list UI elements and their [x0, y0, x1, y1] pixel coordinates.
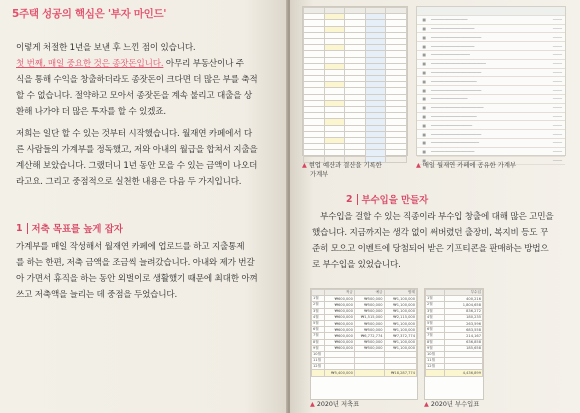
income-row: 10월 — [426, 351, 483, 357]
caption-budget: ▲ 현업 예산과 결산을 기록한 가계부 — [302, 162, 382, 178]
savings-row: 1월 ₩600,000 ₩500,000 ₩1,100,000 — [313, 296, 415, 301]
highlighted-text: 첫 번째, 매일 중요한 것은 종잣돈입니다. — [16, 59, 164, 69]
section-number: 1 — [16, 222, 23, 234]
paragraph-4 — [312, 209, 574, 273]
income-row: 7월 214,167 — [427, 333, 481, 338]
section-divider — [27, 223, 28, 234]
savings-row: 3월 ₩600,000 ₩500,000 ₩1,100,000 — [313, 308, 415, 314]
income-row: 8월 636,858 — [427, 339, 481, 345]
caption-triangle-icon: ▲ — [416, 162, 421, 169]
income-row: 6월 683,558 — [427, 327, 481, 332]
para3-line4: 쓰고 저축액을 늘리는 데 중점을 두었습니다. — [16, 290, 178, 300]
para3-line3: 아 가면서 휴직을 하는 동안 외벌이로 생활했기 때문에 최대한 아껴 — [16, 274, 258, 284]
chapter-title: 5주택 성공의 핵심은 '부자 마인드' — [12, 8, 167, 20]
income-row: 5월 263,596 — [427, 321, 481, 326]
caption-triangle-icon: ▲ — [310, 401, 315, 408]
para2-line2: 른 사람들의 가계부를 정독했고, 저와 아내의 월급을 합쳐서 지출을 — [16, 145, 258, 155]
para2-line4: 라고요. 그리고 중점적으로 실천한 내용은 다음 두 가지입니다. — [16, 177, 242, 187]
para1-line3: 식을 통해 수익을 창출하더라도 종잣돈이 크다면 더 많은 부를 축적 — [16, 75, 258, 85]
income-table-image: 부수입 1월 400,216 2월 1,804,658 3월 836,272 4월 180,235 5월 263,596 6월 683,558 7월 214,167 8월 636,858 9월 185,658 10월 11월 12월 4,436,899 — [424, 288, 484, 400]
section-title: 부수입을 만들자 — [361, 195, 429, 206]
paragraph-1 — [16, 40, 286, 120]
section-number: 2 — [346, 193, 353, 205]
savings-table-image: 적금 예금 합계 1월 ₩600,000 ₩500,000 ₩1,100,000 2월 ₩600,000 ₩500,000 ₩1,100,000 3월 ₩600,000 ₩500,000 ₩1,100,000 4월 ₩600,000 ₩1,515,000 ₩2,115,000 5월 ₩600,000 ₩500,000 ₩1,100,000 6월 ₩600,000 ₩500,000 ₩1,100,000 7월 ₩600,000 ₩6,772,774 ₩7,372,774 8월 ₩600,000 ₩500,000 ₩1,100,000 9월 ₩600,000 ₩500,000 ₩1,100,000 10월 11월 12월 ₩5,400,000 ₩18,287,774 — [310, 288, 418, 400]
savings-row: 11월 — [312, 358, 417, 364]
income-row: 4월 180,235 — [427, 314, 481, 320]
para3-line2: 를 하는 한편, 저축 금액을 조금씩 늘려갔습니다. 아내와 제가 번갈 — [16, 258, 255, 268]
income-row: 11월 — [426, 358, 483, 364]
savings-row: 5월 ₩600,000 ₩500,000 ₩1,100,000 — [313, 321, 415, 326]
cafe-board-image: ■ ──────────────── ──── ■ ─────────────────── ──── ■ ────────────────────── ──── ■ ─────────────────── ──── ■ ───────────────── ──── ■ ──────────────────────── ──── ■ ────────────────────── ──── ■ ──────────────────── ──── ■ ────────────────────── ──── ■ ──────────────── ──── ■ ─────────────────────── ──── ■ ──────────────────── ──── ■ ────────────────── ──── ■ ────────────────────── ──── ■ ───────────────────── ──── ■ ─────────────────── ──── ■ ────────────────────── ──── — [416, 6, 566, 156]
income-row: 2월 1,804,658 — [427, 302, 481, 307]
savings-row: 6월 ₩600,000 ₩500,000 ₩1,100,000 — [313, 327, 415, 332]
para1-line5: 환해 나가야 더 많은 투자를 할 수 있겠죠. — [16, 107, 166, 117]
income-row: 1월 400,216 — [427, 296, 481, 301]
savings-row: 8월 ₩600,000 ₩500,000 ₩1,100,000 — [313, 339, 415, 345]
para1-line1: 이렇게 처절한 1년을 보낸 후 느낀 점이 있습니다. — [16, 43, 196, 53]
caption-triangle-icon: ▲ — [424, 401, 429, 408]
para4-line4: 로 부수입을 있었습니다. — [312, 260, 401, 270]
caption-board: ▲ 매일 월재연 카페에 공유한 가계부 — [416, 162, 517, 169]
caption-triangle-icon: ▲ — [302, 162, 307, 169]
savings-total-row: ₩5,400,000 ₩18,287,774 — [312, 370, 417, 376]
income-row: 9월 185,658 — [427, 345, 481, 351]
income-total-row: 4,436,899 — [426, 370, 483, 376]
para3-line1: 가계부를 매일 작성해서 월재연 카페에 업로드를 하고 지출통제 — [16, 242, 245, 252]
section-heading-2 — [346, 192, 428, 206]
savings-row: 12월 — [312, 364, 417, 370]
income-row: 3월 836,272 — [427, 308, 481, 314]
para4-line2: 했습니다. 지금까지는 생각 없이 써버렸던 출장비, 복지비 등도 꾸 — [312, 228, 548, 238]
savings-row: 4월 ₩600,000 ₩1,515,000 ₩2,115,000 — [313, 314, 415, 320]
paragraph-3 — [16, 239, 286, 303]
right-page — [290, 0, 580, 413]
budget-spreadsheet-image — [302, 6, 408, 156]
paragraph-2 — [16, 126, 286, 190]
savings-row: 7월 ₩600,000 ₩6,772,774 ₩7,372,774 — [313, 333, 415, 338]
caption-income: ▲ 2020년 부수입표 — [424, 401, 480, 408]
para2-line1: 저희는 일단 할 수 있는 것부터 시작했습니다. 월재연 카페에서 다 — [16, 129, 252, 139]
left-page — [0, 0, 288, 413]
para4-line3: 준히 모으고 이벤트에 당첨되어 받은 기프티콘을 판매하는 방법으 — [312, 244, 549, 254]
para1-line2: 첫 번째, 매일 중요한 것은 종잣돈입니다. 아무리 부동산이나 주 — [16, 59, 244, 69]
section-divider — [357, 194, 358, 205]
para1-line4: 할 수 없습니다. 절약하고 모아서 종잣돈을 계속 불리고 대출을 상 — [16, 91, 252, 101]
caption-savings: ▲ 2020년 저축표 — [310, 401, 360, 408]
savings-row: 9월 ₩600,000 ₩500,000 ₩1,100,000 — [313, 345, 415, 351]
para2-line3: 계산해 보았습니다. 그랬더니 1년 동안 모을 수 있는 금액이 나오더 — [16, 161, 258, 171]
income-row: 12월 — [426, 364, 483, 370]
savings-row: 10월 — [312, 351, 417, 357]
para4-line1: 부수입을 걸할 수 있는 직종이라 부수입 창출에 대해 많은 고민을 — [320, 212, 554, 222]
section-heading-1 — [16, 221, 123, 235]
section-title: 저축 목표를 높게 잡자 — [31, 224, 123, 235]
savings-row: 2월 ₩600,000 ₩500,000 ₩1,100,000 — [313, 302, 415, 307]
